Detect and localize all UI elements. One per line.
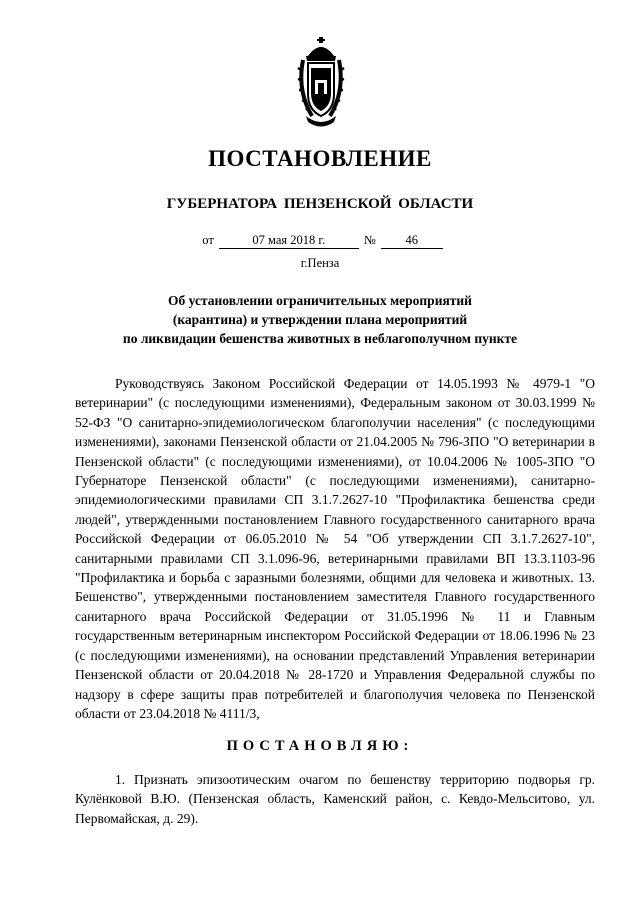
document-number: 46 [381,232,443,249]
preamble-paragraph [75,374,595,723]
document-date: 07 мая 2018 г. [219,232,359,249]
document-heading [60,291,580,348]
preamble-text: Руководствуясь Законом Российской Федерации от 14.05.1993 № 4979-1 "О ветеринарии" (с последующими изменениями), Федеральным законом от 30.03.1999 № 52-ФЗ "О санитарно-эпидемиологическом благополучии населения" (с последующими изменениями), законами Пензенской области от 21.04.2005 № 796-ЗПО "О ветеринарии в Пензенской области" (с последующими изменениями), от 10.04.2006 № 1005-ЗПО "О Губернаторе Пензенской области" (с последующими изменениями), санитарно-эпидемиологическими правилами СП 3.1.7.2627-10 "Профилактика бешенства среди людей", утвержденными постановлением Главного государственного санитарного врача Российской Федерации от 06.05.2010 № 54 "Об утверждении СП 3.1.7.2627-10", санитарными правилами СП 3.1.096-96, ветеринарными правилами ВП 13.3.1103-96 "Профилактика и борьба с заразными болезнями, общими для человека и животных. 13. Бешенство", утвержденными постановлением заместителя Главного государственного санитарного врача Российской Федерации от 31.05.1996 № 11 и Главным государственным ветеринарным инспектором Российской Федерации от 18.06.1996 № 23 (с последующими изменениями), на основании представлений Управления ветеринарии Пензенской области от 20.04.2018 № 28-1720 и Управления Федеральной службы по надзору в сфере защиты прав потребителей и благополучия человека по Пензенской области от 23.04.2018 № 4111/3, [75,376,595,721]
clause-1-text: 1. Признать эпизоотическим очагом по бешенству территорию подворья гр. Кулёнковой В.Ю. (Пензенская область, Каменский район, с. Кевдо-Мельситово, ул. Первомайская, д. 29). [75,772,595,826]
date-number-row [0,232,640,249]
number-prefix: № [363,233,376,247]
document-title: ПОСТАНОВЛЕНИЕ [208,146,432,171]
heading-line: по ликвидации бешенства животных в неблагополучном пункте [122,331,518,346]
heading-line: Об установлении ограничительных мероприятий [168,293,472,308]
decree-word: ПОСТАНОВЛЯЮ: [226,738,414,754]
document-subtitle: ГУБЕРНАТОРА ПЕНЗЕНСКОЙ ОБЛАСТИ [166,196,474,212]
heading-line: (карантина) и утверждении плана мероприятий [172,312,468,327]
date-prefix: от [202,233,214,247]
clause-1-paragraph [75,770,595,828]
coat-of-arms-icon [296,36,346,128]
city: г.Пенза [300,256,340,270]
